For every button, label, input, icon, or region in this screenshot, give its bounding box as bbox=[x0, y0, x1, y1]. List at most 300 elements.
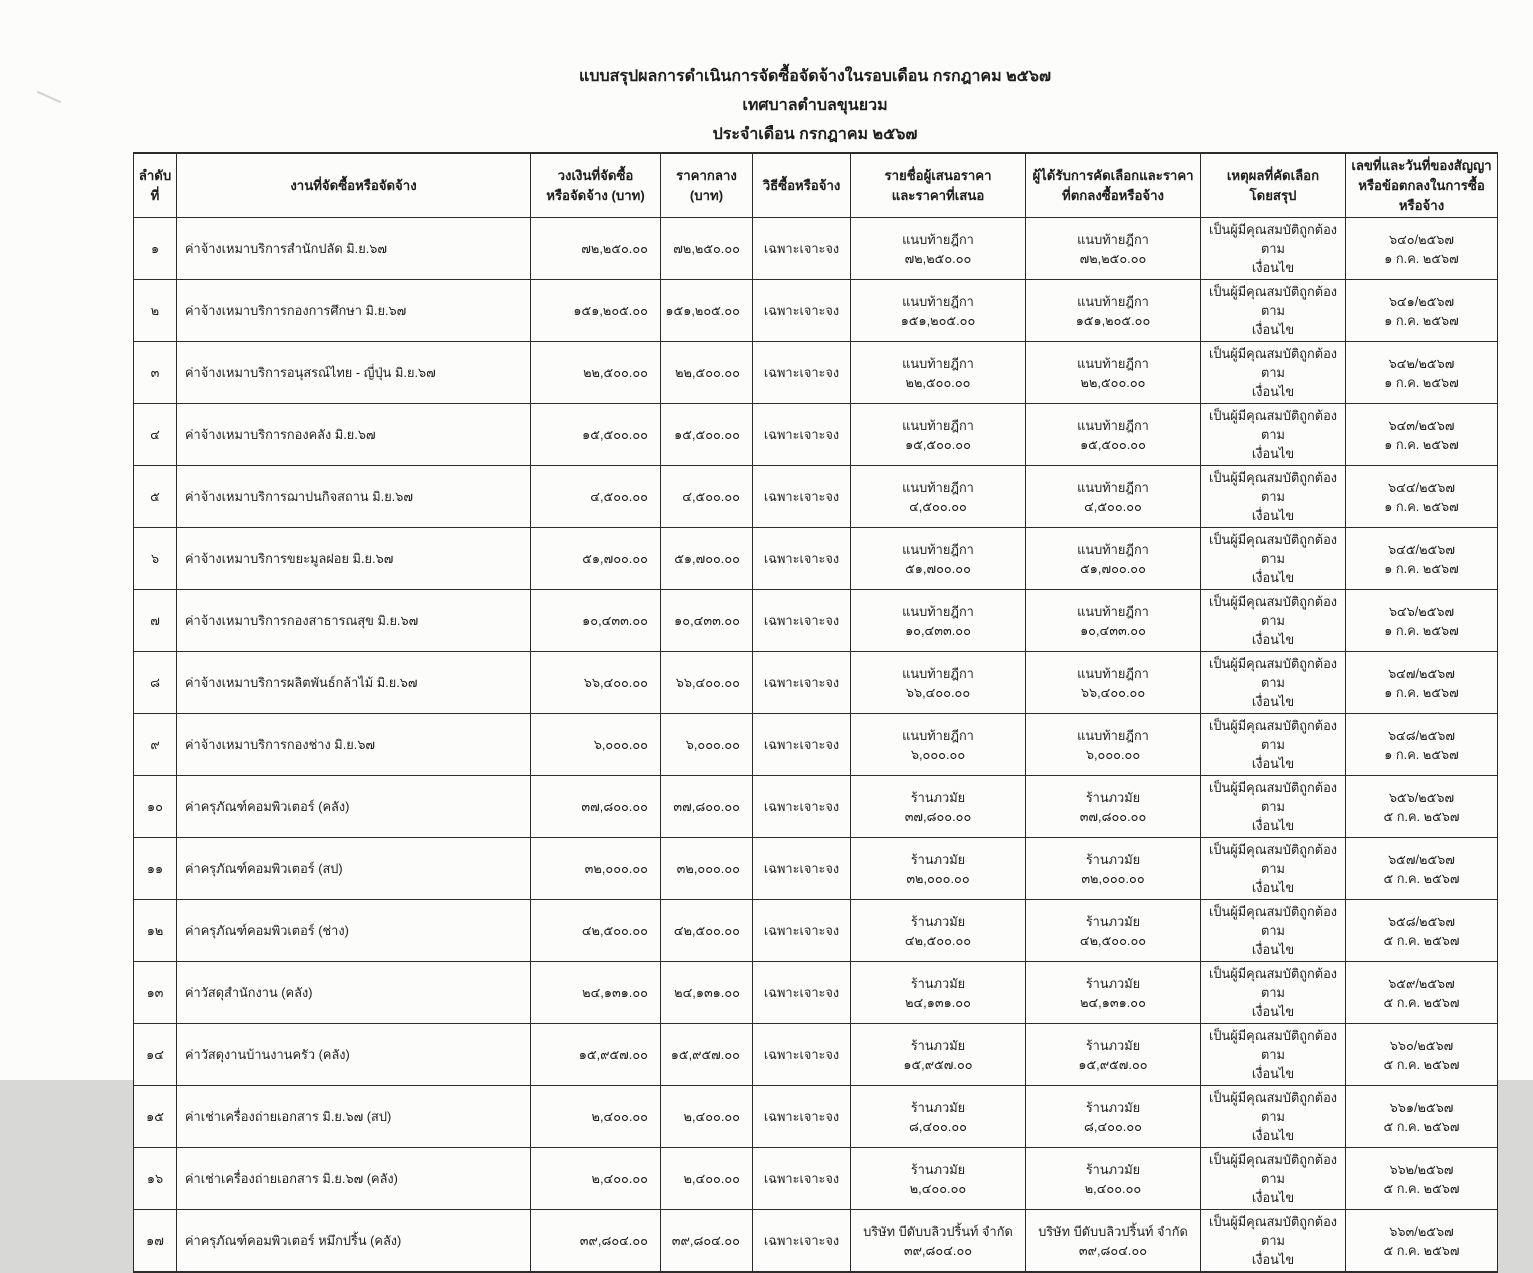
cell-row-number: ๘ bbox=[134, 652, 177, 714]
selection-reason-line1: เป็นผู้มีคุณสมบัติถูกต้องตาม bbox=[1208, 408, 1338, 443]
cell-procurement-method: เฉพาะเจาะจง bbox=[753, 466, 851, 528]
selected-supplier-name: แนบท้ายฎีกา bbox=[1077, 727, 1149, 743]
bidder-name: แนบท้ายฎีกา bbox=[902, 293, 974, 309]
selection-reason-line2: เงื่อนไข bbox=[1251, 446, 1295, 462]
bidder-name: แนบท้ายฎีกา bbox=[902, 727, 974, 743]
cell-row-number: ๔ bbox=[134, 404, 177, 466]
cell-median-price: ๑๕,๕๐๐.๐๐ bbox=[661, 404, 753, 466]
selection-reason-line1: เป็นผู้มีคุณสมบัติถูกต้องตาม bbox=[1208, 346, 1338, 381]
selection-reason-line1: เป็นผู้มีคุณสมบัติถูกต้องตาม bbox=[1208, 780, 1338, 815]
cell-row-number: ๒ bbox=[134, 280, 177, 342]
selection-reason-line2: เงื่อนไข bbox=[1251, 1252, 1295, 1268]
agreed-price: ๓๒,๐๐๐.๐๐ bbox=[1081, 870, 1145, 886]
table-row bbox=[134, 342, 1498, 404]
cell-median-price: ๑๕๑,๒๐๕.๐๐ bbox=[661, 280, 753, 342]
contract-date: ๕ ก.ค. ๒๕๖๗ bbox=[1383, 1242, 1460, 1258]
cell-selected-supplier bbox=[1026, 1086, 1201, 1148]
cell-procurement-method: เฉพาะเจาะจง bbox=[753, 342, 851, 404]
cell-budget-amount: ๒๔,๑๓๑.๐๐ bbox=[531, 962, 661, 1024]
cell-budget-amount: ๑๐,๔๓๓.๐๐ bbox=[531, 590, 661, 652]
cell-budget-amount: ๒๒,๕๐๐.๐๐ bbox=[531, 342, 661, 404]
contract-date: ๕ ก.ค. ๒๕๖๗ bbox=[1383, 1056, 1460, 1072]
cell-bidder bbox=[851, 962, 1026, 1024]
contract-number: ๖๔๑/๒๕๖๗ bbox=[1388, 293, 1455, 309]
column-header-contract bbox=[1346, 153, 1498, 218]
contract-number: ๖๖๒/๒๕๖๗ bbox=[1389, 1161, 1454, 1177]
column-header-mid_price-line: ราคากลาง bbox=[676, 167, 737, 183]
agreed-price: ๘,๔๐๐.๐๐ bbox=[1084, 1118, 1142, 1134]
table-row bbox=[134, 776, 1498, 838]
cell-bidder bbox=[851, 280, 1026, 342]
contract-number: ๖๕๙/๒๕๖๗ bbox=[1388, 975, 1455, 991]
cell-contract bbox=[1346, 776, 1498, 838]
cell-work-description: ค่าจ้างเหมาบริการกองการศึกษา มิ.ย.๖๗ bbox=[177, 280, 531, 342]
cell-median-price: ๑๕,๙๕๗.๐๐ bbox=[661, 1024, 753, 1086]
bidder-name: บริษัท บีดับบลิวปริ้นท์ จำกัด bbox=[863, 1223, 1013, 1239]
bidder-price: ๕๑,๗๐๐.๐๐ bbox=[905, 560, 971, 576]
cell-contract bbox=[1346, 900, 1498, 962]
cell-work-description: ค่าจ้างเหมาบริการฌาปนกิจสถาน มิ.ย.๖๗ bbox=[177, 466, 531, 528]
cell-row-number: ๑๔ bbox=[134, 1024, 177, 1086]
cell-bidder bbox=[851, 528, 1026, 590]
contract-date: ๕ ก.ค. ๒๕๖๗ bbox=[1383, 1118, 1460, 1134]
cell-budget-amount: ๑๕,๕๐๐.๐๐ bbox=[531, 404, 661, 466]
cell-procurement-method: เฉพาะเจาะจง bbox=[753, 590, 851, 652]
contract-number: ๖๖๓/๒๕๖๗ bbox=[1389, 1223, 1454, 1239]
contract-number: ๖๔๒/๒๕๖๗ bbox=[1388, 355, 1455, 371]
contract-date: ๑ ก.ค. ๒๕๖๗ bbox=[1384, 622, 1459, 638]
contract-number: ๖๔๗/๒๕๖๗ bbox=[1388, 665, 1455, 681]
selection-reason-line1: เป็นผู้มีคุณสมบัติถูกต้องตาม bbox=[1208, 966, 1338, 1001]
selection-reason-line1: เป็นผู้มีคุณสมบัติถูกต้องตาม bbox=[1208, 1090, 1338, 1125]
selection-reason-line2: เงื่อนไข bbox=[1251, 1190, 1295, 1206]
cell-budget-amount: ๒,๔๐๐.๐๐ bbox=[531, 1148, 661, 1210]
cell-selected-supplier bbox=[1026, 1024, 1201, 1086]
cell-procurement-method: เฉพาะเจาะจง bbox=[753, 714, 851, 776]
contract-number: ๖๕๖/๒๕๖๗ bbox=[1388, 789, 1455, 805]
cell-bidder bbox=[851, 218, 1026, 280]
selection-reason-line2: เงื่อนไข bbox=[1251, 508, 1295, 524]
selection-reason-line2: เงื่อนไข bbox=[1251, 1128, 1295, 1144]
selected-supplier-name: ร้านภวมัย bbox=[1085, 1161, 1141, 1177]
cell-contract bbox=[1346, 1210, 1498, 1273]
cell-budget-amount: ๖๖,๔๐๐.๐๐ bbox=[531, 652, 661, 714]
cell-median-price: ๓๗,๘๐๐.๐๐ bbox=[661, 776, 753, 838]
agreed-price: ๕๑,๗๐๐.๐๐ bbox=[1080, 560, 1146, 576]
contract-date: ๑ ก.ค. ๒๕๖๗ bbox=[1384, 498, 1459, 514]
bidder-price: ๔,๕๐๐.๐๐ bbox=[909, 498, 967, 514]
cell-row-number: ๑๕ bbox=[134, 1086, 177, 1148]
cell-bidder bbox=[851, 714, 1026, 776]
selection-reason-line1: เป็นผู้มีคุณสมบัติถูกต้องตาม bbox=[1208, 904, 1338, 939]
selected-supplier-name: ร้านภวมัย bbox=[1085, 1037, 1141, 1053]
table-row bbox=[134, 218, 1498, 280]
cell-selected-supplier bbox=[1026, 466, 1201, 528]
cell-contract bbox=[1346, 652, 1498, 714]
selected-supplier-name: ร้านภวมัย bbox=[1085, 789, 1141, 805]
selected-supplier-name: แนบท้ายฎีกา bbox=[1077, 479, 1149, 495]
cell-bidder bbox=[851, 1210, 1026, 1273]
cell-work-description: ค่าเช่าเครื่องถ่ายเอกสาร มิ.ย.๖๗ (สป) bbox=[177, 1086, 531, 1148]
cell-procurement-method: เฉพาะเจาะจง bbox=[753, 838, 851, 900]
selection-reason-line1: เป็นผู้มีคุณสมบัติถูกต้องตาม bbox=[1208, 1028, 1338, 1063]
cell-row-number: ๑ bbox=[134, 218, 177, 280]
contract-date: ๑ ก.ค. ๒๕๖๗ bbox=[1384, 374, 1459, 390]
cell-median-price: ๑๐,๔๓๓.๐๐ bbox=[661, 590, 753, 652]
table-row bbox=[134, 280, 1498, 342]
cell-contract bbox=[1346, 218, 1498, 280]
column-header-bidders-line: รายชื่อผู้เสนอราคา bbox=[884, 167, 992, 183]
selection-reason-line1: เป็นผู้มีคุณสมบัติถูกต้องตาม bbox=[1208, 1152, 1338, 1187]
cell-procurement-method: เฉพาะเจาะจง bbox=[753, 652, 851, 714]
selected-supplier-name: แนบท้ายฎีกา bbox=[1077, 541, 1149, 557]
contract-date: ๑ ก.ค. ๒๕๖๗ bbox=[1384, 746, 1459, 762]
selection-reason-line1: เป็นผู้มีคุณสมบัติถูกต้องตาม bbox=[1208, 1214, 1338, 1249]
bidder-price: ๗๒,๒๕๐.๐๐ bbox=[904, 250, 972, 266]
selection-reason-line2: เงื่อนไข bbox=[1251, 1004, 1295, 1020]
cell-budget-amount: ๑๕,๙๕๗.๐๐ bbox=[531, 1024, 661, 1086]
bidder-name: ร้านภวมัย bbox=[910, 975, 966, 991]
bidder-price: ๑๕,๙๕๗.๐๐ bbox=[903, 1056, 973, 1072]
cell-selection-reason bbox=[1201, 1210, 1346, 1273]
cell-row-number: ๑๖ bbox=[134, 1148, 177, 1210]
selection-reason-line2: เงื่อนไข bbox=[1251, 756, 1295, 772]
cell-work-description: ค่าครุภัณฑ์คอมพิวเตอร์ (ช่าง) bbox=[177, 900, 531, 962]
bidder-name: แนบท้ายฎีกา bbox=[902, 231, 974, 247]
agreed-price: ๒,๔๐๐.๐๐ bbox=[1084, 1180, 1142, 1196]
cell-budget-amount: ๑๕๑,๒๐๕.๐๐ bbox=[531, 280, 661, 342]
bidder-price: ๔๒,๕๐๐.๐๐ bbox=[904, 932, 972, 948]
cell-procurement-method: เฉพาะเจาะจง bbox=[753, 1210, 851, 1273]
column-header-bidders-line: และราคาที่เสนอ bbox=[891, 187, 985, 203]
cell-median-price: ๒๒,๕๐๐.๐๐ bbox=[661, 342, 753, 404]
cell-selection-reason bbox=[1201, 466, 1346, 528]
cell-work-description: ค่าจ้างเหมาบริการขยะมูลฝอย มิ.ย.๖๗ bbox=[177, 528, 531, 590]
column-header-mid_price-line: (บาท) bbox=[689, 187, 724, 203]
cell-procurement-method: เฉพาะเจาะจง bbox=[753, 962, 851, 1024]
cell-median-price: ๓๙,๘๐๔.๐๐ bbox=[661, 1210, 753, 1273]
organization-name: เทศบาลตำบลขุนยวม bbox=[742, 97, 888, 114]
cell-work-description: ค่าเช่าเครื่องถ่ายเอกสาร มิ.ย.๖๗ (คลัง) bbox=[177, 1148, 531, 1210]
cell-procurement-method: เฉพาะเจาะจง bbox=[753, 528, 851, 590]
cell-budget-amount: ๓๗,๘๐๐.๐๐ bbox=[531, 776, 661, 838]
scan-artifact bbox=[37, 91, 62, 103]
cell-procurement-method: เฉพาะเจาะจง bbox=[753, 404, 851, 466]
cell-contract bbox=[1346, 466, 1498, 528]
column-header-no bbox=[134, 153, 177, 218]
contract-number: ๖๔๕/๒๕๖๗ bbox=[1388, 541, 1455, 557]
table-row bbox=[134, 1210, 1498, 1273]
cell-bidder bbox=[851, 590, 1026, 652]
selection-reason-line2: เงื่อนไข bbox=[1251, 818, 1295, 834]
cell-budget-amount: ๖,๐๐๐.๐๐ bbox=[531, 714, 661, 776]
selection-reason-line2: เงื่อนไข bbox=[1251, 694, 1295, 710]
column-header-selected bbox=[1026, 153, 1201, 218]
cell-bidder bbox=[851, 1086, 1026, 1148]
procurement-table bbox=[133, 152, 1498, 1273]
cell-selected-supplier bbox=[1026, 838, 1201, 900]
cell-selection-reason bbox=[1201, 404, 1346, 466]
cell-work-description: ค่าจ้างเหมาบริการกองคลัง มิ.ย.๖๗ bbox=[177, 404, 531, 466]
selected-supplier-name: แนบท้ายฎีกา bbox=[1077, 355, 1149, 371]
contract-number: ๖๔๓/๒๕๖๗ bbox=[1388, 417, 1455, 433]
selection-reason-line1: เป็นผู้มีคุณสมบัติถูกต้องตาม bbox=[1208, 284, 1338, 319]
cell-median-price: ๔,๕๐๐.๐๐ bbox=[661, 466, 753, 528]
agreed-price: ๒๔,๑๓๑.๐๐ bbox=[1080, 994, 1146, 1010]
selected-supplier-name: ร้านภวมัย bbox=[1085, 1099, 1141, 1115]
agreed-price: ๑๐,๔๓๓.๐๐ bbox=[1080, 622, 1146, 638]
cell-contract bbox=[1346, 280, 1498, 342]
cell-procurement-method: เฉพาะเจาะจง bbox=[753, 280, 851, 342]
cell-selected-supplier bbox=[1026, 652, 1201, 714]
column-header-mid_price bbox=[661, 153, 753, 218]
bidder-name: แนบท้ายฎีกา bbox=[902, 355, 974, 371]
cell-work-description: ค่าครุภัณฑ์คอมพิวเตอร์ (คลัง) bbox=[177, 776, 531, 838]
agreed-price: ๔,๕๐๐.๐๐ bbox=[1084, 498, 1142, 514]
cell-budget-amount: ๒,๔๐๐.๐๐ bbox=[531, 1086, 661, 1148]
cell-bidder bbox=[851, 652, 1026, 714]
bidder-name: ร้านภวมัย bbox=[910, 1099, 966, 1115]
cell-contract bbox=[1346, 342, 1498, 404]
selected-supplier-name: แนบท้ายฎีกา bbox=[1077, 417, 1149, 433]
cell-selection-reason bbox=[1201, 1024, 1346, 1086]
column-header-selected-line: ที่ตกลงซื้อหรือจ้าง bbox=[1062, 187, 1164, 203]
bidder-price: ๖,๐๐๐.๐๐ bbox=[910, 746, 966, 762]
selected-supplier-name: แนบท้ายฎีกา bbox=[1077, 293, 1149, 309]
selection-reason-line2: เงื่อนไข bbox=[1251, 384, 1295, 400]
cell-median-price: ๔๒,๕๐๐.๐๐ bbox=[661, 900, 753, 962]
cell-bidder bbox=[851, 776, 1026, 838]
contract-number: ๖๔๐/๒๕๖๗ bbox=[1388, 231, 1455, 247]
bidder-name: ร้านภวมัย bbox=[910, 1161, 966, 1177]
cell-median-price: ๒,๔๐๐.๐๐ bbox=[661, 1086, 753, 1148]
cell-budget-amount: ๔๒,๕๐๐.๐๐ bbox=[531, 900, 661, 962]
cell-procurement-method: เฉพาะเจาะจง bbox=[753, 900, 851, 962]
cell-median-price: ๒,๔๐๐.๐๐ bbox=[661, 1148, 753, 1210]
column-header-bidders bbox=[851, 153, 1026, 218]
column-header-budget-line: หรือจัดจ้าง (บาท) bbox=[546, 187, 645, 203]
agreed-price: ๓๙,๘๐๔.๐๐ bbox=[1078, 1242, 1148, 1258]
cell-budget-amount: ๕๑,๗๐๐.๐๐ bbox=[531, 528, 661, 590]
contract-date: ๑ ก.ค. ๒๕๖๗ bbox=[1384, 312, 1459, 328]
cell-selected-supplier bbox=[1026, 404, 1201, 466]
table-row bbox=[134, 404, 1498, 466]
cell-row-number: ๑๓ bbox=[134, 962, 177, 1024]
selected-supplier-name: แนบท้ายฎีกา bbox=[1077, 603, 1149, 619]
cell-selection-reason bbox=[1201, 962, 1346, 1024]
cell-procurement-method: เฉพาะเจาะจง bbox=[753, 1024, 851, 1086]
cell-contract bbox=[1346, 404, 1498, 466]
cell-work-description: ค่าจ้างเหมาบริการกองสาธารณสุข มิ.ย.๖๗ bbox=[177, 590, 531, 652]
table-header-row bbox=[134, 153, 1498, 218]
selection-reason-line1: เป็นผู้มีคุณสมบัติถูกต้องตาม bbox=[1208, 222, 1338, 257]
contract-number: ๖๕๗/๒๕๖๗ bbox=[1388, 851, 1455, 867]
agreed-price: ๗๒,๒๕๐.๐๐ bbox=[1079, 250, 1147, 266]
cell-contract bbox=[1346, 590, 1498, 652]
cell-budget-amount: ๗๒,๒๕๐.๐๐ bbox=[531, 218, 661, 280]
report-month: ประจำเดือน กรกฎาคม ๒๕๖๗ bbox=[712, 126, 918, 143]
table-body bbox=[134, 218, 1498, 1273]
selected-supplier-name: ร้านภวมัย bbox=[1085, 851, 1141, 867]
bidder-price: ๑๐,๔๓๓.๐๐ bbox=[905, 622, 971, 638]
column-header-reason-line: โดยสรุป bbox=[1249, 187, 1297, 203]
contract-number: ๖๖๐/๒๕๖๗ bbox=[1389, 1037, 1454, 1053]
selected-supplier-name: บริษัท บีดับบลิวปริ้นท์ จำกัด bbox=[1038, 1223, 1188, 1239]
cell-selection-reason bbox=[1201, 342, 1346, 404]
cell-row-number: ๗ bbox=[134, 590, 177, 652]
cell-selected-supplier bbox=[1026, 776, 1201, 838]
cell-selected-supplier bbox=[1026, 280, 1201, 342]
table-row bbox=[134, 528, 1498, 590]
selection-reason-line1: เป็นผู้มีคุณสมบัติถูกต้องตาม bbox=[1208, 656, 1338, 691]
cell-contract bbox=[1346, 1086, 1498, 1148]
cell-work-description: ค่าวัสดุงานบ้านงานครัว (คลัง) bbox=[177, 1024, 531, 1086]
cell-selected-supplier bbox=[1026, 900, 1201, 962]
cell-median-price: ๓๒,๐๐๐.๐๐ bbox=[661, 838, 753, 900]
contract-date: ๑ ก.ค. ๒๕๖๗ bbox=[1384, 560, 1459, 576]
table-row bbox=[134, 714, 1498, 776]
table-row bbox=[134, 1024, 1498, 1086]
selection-reason-line1: เป็นผู้มีคุณสมบัติถูกต้องตาม bbox=[1208, 470, 1338, 505]
bidder-name: แนบท้ายฎีกา bbox=[902, 479, 974, 495]
bidder-price: ๓๒,๐๐๐.๐๐ bbox=[906, 870, 970, 886]
cell-contract bbox=[1346, 528, 1498, 590]
cell-procurement-method: เฉพาะเจาะจง bbox=[753, 218, 851, 280]
cell-work-description: ค่าครุภัณฑ์คอมพิวเตอร์ หมึกปริ้น (คลัง) bbox=[177, 1210, 531, 1273]
bidder-name: แนบท้ายฎีกา bbox=[902, 541, 974, 557]
agreed-price: ๑๕,๙๕๗.๐๐ bbox=[1078, 1056, 1148, 1072]
bidder-name: แนบท้ายฎีกา bbox=[902, 603, 974, 619]
cell-selection-reason bbox=[1201, 218, 1346, 280]
cell-row-number: ๕ bbox=[134, 466, 177, 528]
table-row bbox=[134, 466, 1498, 528]
cell-median-price: ๗๒,๒๕๐.๐๐ bbox=[661, 218, 753, 280]
cell-selection-reason bbox=[1201, 652, 1346, 714]
cell-median-price: ๖๖,๔๐๐.๐๐ bbox=[661, 652, 753, 714]
table-row bbox=[134, 652, 1498, 714]
cell-work-description: ค่าจ้างเหมาบริการผลิตพันธ์กล้าไม้ มิ.ย.๖๗ bbox=[177, 652, 531, 714]
cell-selected-supplier bbox=[1026, 590, 1201, 652]
column-header-method-line: วิธีซื้อหรือจ้าง bbox=[762, 177, 841, 193]
selection-reason-line2: เงื่อนไข bbox=[1251, 942, 1295, 958]
bidder-price: ๒๔,๑๓๑.๐๐ bbox=[905, 994, 971, 1010]
selection-reason-line1: เป็นผู้มีคุณสมบัติถูกต้องตาม bbox=[1208, 532, 1338, 567]
cell-selected-supplier bbox=[1026, 342, 1201, 404]
cell-work-description: ค่าวัสดุสำนักงาน (คลัง) bbox=[177, 962, 531, 1024]
bidder-name: แนบท้ายฎีกา bbox=[902, 665, 974, 681]
cell-budget-amount: ๓๒,๐๐๐.๐๐ bbox=[531, 838, 661, 900]
cell-row-number: ๑๐ bbox=[134, 776, 177, 838]
cell-row-number: ๑๒ bbox=[134, 900, 177, 962]
cell-procurement-method: เฉพาะเจาะจง bbox=[753, 1148, 851, 1210]
cell-work-description: ค่าจ้างเหมาบริการสำนักปลัด มิ.ย.๖๗ bbox=[177, 218, 531, 280]
table-row bbox=[134, 838, 1498, 900]
column-header-work bbox=[177, 153, 531, 218]
agreed-price: ๑๕๑,๒๐๕.๐๐ bbox=[1075, 312, 1151, 328]
document-title: แบบสรุปผลการดำเนินการจัดซื้อจัดจ้างในรอบเดือน กรกฎาคม ๒๕๖๗ bbox=[579, 68, 1051, 85]
cell-row-number: ๙ bbox=[134, 714, 177, 776]
cell-row-number: ๑๗ bbox=[134, 1210, 177, 1273]
column-header-reason bbox=[1201, 153, 1346, 218]
contract-date: ๕ ก.ค. ๒๕๖๗ bbox=[1383, 870, 1460, 886]
bidder-name: ร้านภวมัย bbox=[910, 851, 966, 867]
cell-contract bbox=[1346, 838, 1498, 900]
selection-reason-line2: เงื่อนไข bbox=[1251, 570, 1295, 586]
cell-selection-reason bbox=[1201, 528, 1346, 590]
column-header-work-line: งานที่จัดซื้อหรือจัดจ้าง bbox=[290, 177, 417, 193]
selection-reason-line2: เงื่อนไข bbox=[1251, 322, 1295, 338]
contract-date: ๕ ก.ค. ๒๕๖๗ bbox=[1383, 932, 1460, 948]
cell-selection-reason bbox=[1201, 714, 1346, 776]
table-row bbox=[134, 1148, 1498, 1210]
cell-bidder bbox=[851, 466, 1026, 528]
cell-contract bbox=[1346, 1024, 1498, 1086]
cell-bidder bbox=[851, 1024, 1026, 1086]
cell-bidder bbox=[851, 1148, 1026, 1210]
agreed-price: ๔๒,๕๐๐.๐๐ bbox=[1079, 932, 1147, 948]
cell-selected-supplier bbox=[1026, 1210, 1201, 1273]
cell-median-price: ๒๔,๑๓๑.๐๐ bbox=[661, 962, 753, 1024]
contract-date: ๕ ก.ค. ๒๕๖๗ bbox=[1383, 808, 1460, 824]
contract-date: ๕ ก.ค. ๒๕๖๗ bbox=[1383, 994, 1460, 1010]
bidder-name: ร้านภวมัย bbox=[910, 913, 966, 929]
contract-date: ๑ ก.ค. ๒๕๖๗ bbox=[1384, 684, 1459, 700]
selection-reason-line1: เป็นผู้มีคุณสมบัติถูกต้องตาม bbox=[1208, 842, 1338, 877]
cell-selection-reason bbox=[1201, 1086, 1346, 1148]
table-row bbox=[134, 1086, 1498, 1148]
cell-row-number: ๓ bbox=[134, 342, 177, 404]
cell-work-description: ค่าจ้างเหมาบริการอนุสรณ์ไทย - ญี่ปุ่น มิ.ย.๖๗ bbox=[177, 342, 531, 404]
table-row bbox=[134, 590, 1498, 652]
bidder-price: ๑๕๑,๒๐๕.๐๐ bbox=[900, 312, 976, 328]
cell-procurement-method: เฉพาะเจาะจง bbox=[753, 1086, 851, 1148]
selection-reason-line1: เป็นผู้มีคุณสมบัติถูกต้องตาม bbox=[1208, 594, 1338, 629]
cell-selected-supplier bbox=[1026, 528, 1201, 590]
column-header-contract-line: หรือข้อตกลงในการซื้อหรือจ้าง bbox=[1358, 177, 1485, 213]
cell-budget-amount: ๓๙,๘๐๔.๐๐ bbox=[531, 1210, 661, 1273]
bidder-price: ๘,๔๐๐.๐๐ bbox=[909, 1118, 967, 1134]
cell-selected-supplier bbox=[1026, 1148, 1201, 1210]
selected-supplier-name: ร้านภวมัย bbox=[1085, 913, 1141, 929]
cell-contract bbox=[1346, 1148, 1498, 1210]
selection-reason-line2: เงื่อนไข bbox=[1251, 1066, 1295, 1082]
cell-median-price: ๖,๐๐๐.๐๐ bbox=[661, 714, 753, 776]
cell-bidder bbox=[851, 900, 1026, 962]
column-header-method bbox=[753, 153, 851, 218]
cell-contract bbox=[1346, 962, 1498, 1024]
cell-median-price: ๕๑,๗๐๐.๐๐ bbox=[661, 528, 753, 590]
document-header bbox=[133, 62, 1497, 149]
cell-selection-reason bbox=[1201, 590, 1346, 652]
bidder-price: ๒,๔๐๐.๐๐ bbox=[909, 1180, 967, 1196]
selected-supplier-name: ร้านภวมัย bbox=[1085, 975, 1141, 991]
selected-supplier-name: แนบท้ายฎีกา bbox=[1077, 665, 1149, 681]
cell-work-description: ค่าครุภัณฑ์คอมพิวเตอร์ (สป) bbox=[177, 838, 531, 900]
bidder-price: ๒๒,๕๐๐.๐๐ bbox=[905, 374, 971, 390]
cell-row-number: ๖ bbox=[134, 528, 177, 590]
cell-selection-reason bbox=[1201, 776, 1346, 838]
cell-selected-supplier bbox=[1026, 714, 1201, 776]
cell-procurement-method: เฉพาะเจาะจง bbox=[753, 776, 851, 838]
bidder-price: ๖๖,๔๐๐.๐๐ bbox=[905, 684, 971, 700]
column-header-budget-line: วงเงินที่จัดซื้อ bbox=[557, 167, 634, 183]
agreed-price: ๖๖,๔๐๐.๐๐ bbox=[1080, 684, 1146, 700]
column-header-reason-line: เหตุผลที่คัดเลือก bbox=[1226, 167, 1320, 183]
cell-selection-reason bbox=[1201, 280, 1346, 342]
selection-reason-line2: เงื่อนไข bbox=[1251, 880, 1295, 896]
column-header-contract-line: เลขที่และวันที่ของสัญญา bbox=[1351, 158, 1492, 173]
bidder-name: ร้านภวมัย bbox=[910, 1037, 966, 1053]
